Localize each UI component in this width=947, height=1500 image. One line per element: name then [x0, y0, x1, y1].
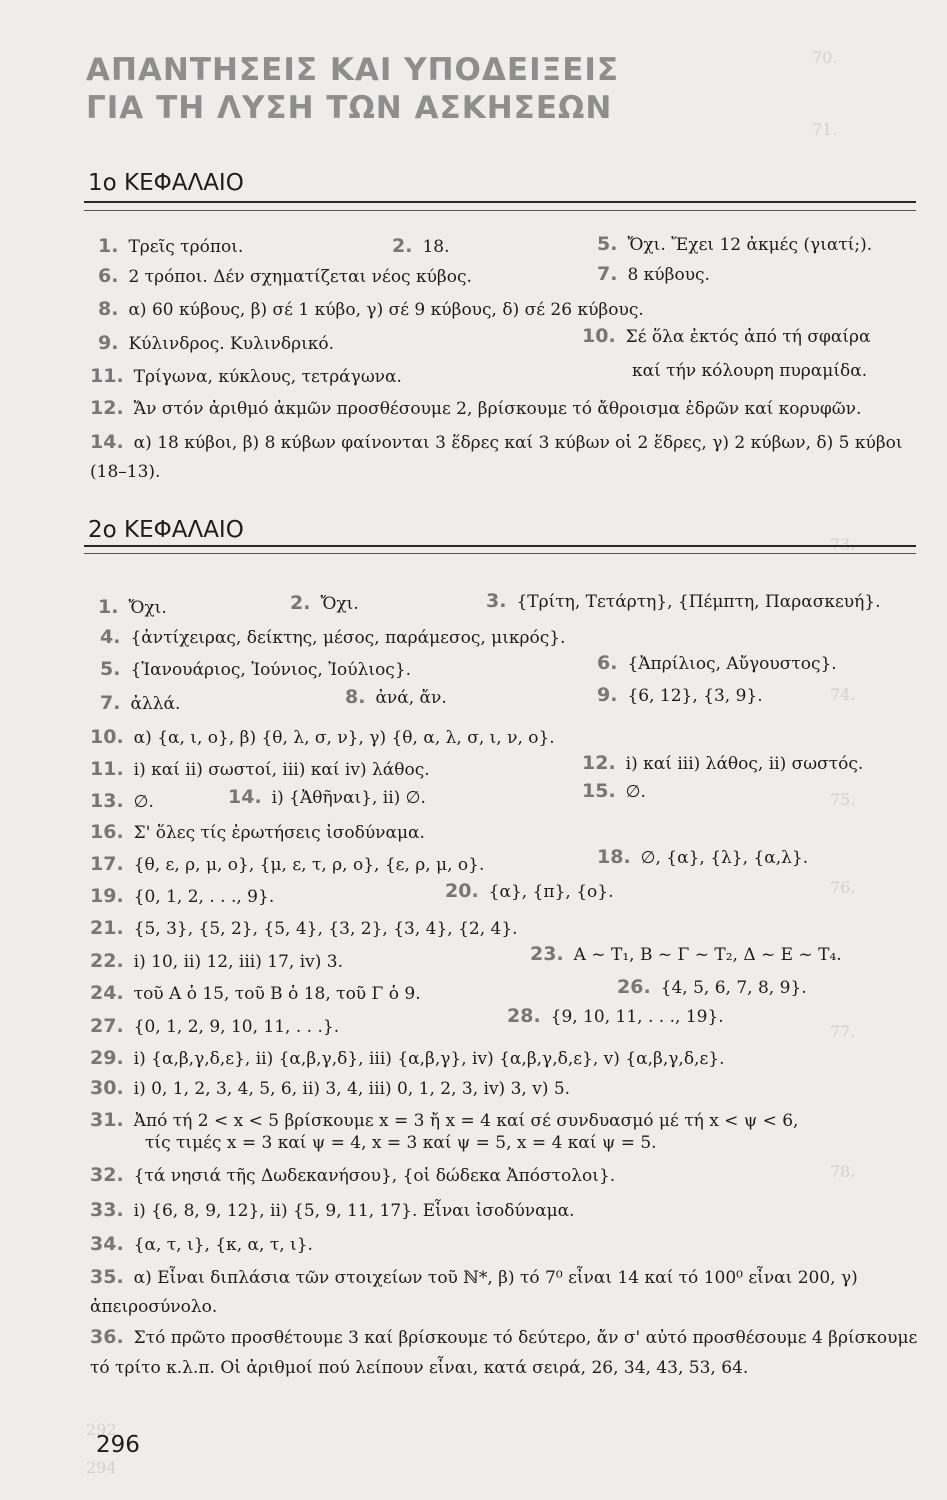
answer-text: {4, 5, 6, 7, 8, 9}. [660, 978, 807, 998]
answer-item [98, 298, 644, 321]
answer-text: Ὄχι. Ἔχει 12 ἀκμές (γιατί;). [627, 235, 873, 255]
answer-item [530, 943, 842, 966]
bleed-through-text: 292 [86, 1420, 117, 1439]
answer-text: καί τήν κόλουρη πυραμίδα. [632, 361, 868, 381]
answer-number: 29. [90, 1047, 124, 1069]
answer-text: i) καί ii) σωστοί, iii) καί iv) λάθος. [133, 760, 430, 780]
chapter2-heading: 2ο ΚΕΦΑΛΑΙΟ [88, 517, 244, 543]
answer-item [90, 1015, 339, 1038]
answer-number: 12. [90, 397, 124, 419]
answer-text: Στό πρῶτο προσθέτουμε 3 καί βρίσκουμε τό δεύτερο, ἄν σ' αὐτό προσθέσουμε 4 βρίσκουμε τό τρίτο κ.λ.π. Οἱ ἀριθμοί πού λείπουν εἶναι, κατά σειρά, 26, 34, 43, 53, 64. [90, 1328, 918, 1378]
answer-text: i) 10, ii) 12, iii) 17, iv) 3. [133, 952, 344, 972]
answer-text: i) {Ἀθῆναι}, ii) ∅. [271, 788, 426, 808]
answer-number: 8. [345, 686, 366, 708]
answer-text: {0, 1, 2, . . ., 9}. [133, 887, 275, 907]
answer-number: 35. [90, 1266, 124, 1288]
answer-item [597, 263, 710, 286]
answer-text: ∅. [625, 782, 646, 802]
answer-text: {θ, ε, ρ, μ, ο}, {μ, ε, τ, ρ, ο}, {ε, ρ, μ, ο}. [133, 855, 485, 875]
chapter1-heading: 1ο ΚΕΦΑΛΑΙΟ [88, 170, 244, 196]
answer-item [507, 1005, 724, 1028]
answer-text: Ὄχι. [128, 598, 167, 618]
answer-number: 11. [90, 758, 124, 780]
answer-number: 7. [100, 692, 121, 714]
answer-number: 24. [90, 982, 124, 1004]
answer-text: Σέ ὅλα ἐκτός ἀπό τή σφαίρα [625, 327, 871, 347]
bleed-through-text: 78. [830, 1162, 856, 1181]
answer-number: 34. [90, 1233, 124, 1255]
answer-text: i) {α,β,γ,δ,ε}, ii) {α,β,γ,δ}, iii) {α,β,γ}, iv) {α,β,γ,δ,ε}, v) {α,β,γ,δ,ε}. [133, 1049, 725, 1069]
answer-number: 11. [90, 365, 124, 387]
answer-number: 17. [90, 853, 124, 875]
answer-number: 1. [98, 235, 119, 257]
answer-text: {α, τ, ι}, {κ, α, τ, ι}. [133, 1235, 313, 1255]
bleed-through-text: 70. [812, 48, 838, 67]
answer-item [90, 1199, 575, 1222]
answer-text: ἀνά, ἄν. [375, 688, 447, 708]
answer-number: 9. [98, 332, 119, 354]
answer-number: 14. [228, 786, 262, 808]
answer-item [90, 917, 518, 940]
answer-item [582, 752, 863, 775]
answer-text: {Τρίτη, Τετάρτη}, {Πέμπτη, Παρασκευή}. [516, 592, 881, 612]
answer-item [90, 1263, 930, 1322]
answer-text: i) {6, 8, 9, 12}, ii) {5, 9, 11, 17}. Εἶναι ἰσοδύναμα. [133, 1201, 575, 1221]
answer-number: 10. [90, 726, 124, 748]
answer-number: 26. [617, 976, 651, 998]
answer-number: 16. [90, 821, 124, 843]
answer-text: {5, 3}, {5, 2}, {5, 4}, {3, 2}, {3, 4}, {2, 4}. [133, 919, 518, 939]
answer-continuation [632, 360, 867, 382]
answer-text: i) καί iii) λάθος, ii) σωστός. [625, 754, 864, 774]
answer-number: 20. [445, 880, 479, 902]
answer-text: τίς τιμές x = 3 καί ψ = 4, x = 3 καί ψ = 5, x = 4 καί ψ = 5. [145, 1133, 657, 1153]
answer-number: 30. [90, 1077, 124, 1099]
answer-number: 6. [98, 265, 119, 287]
chapter1-rule [84, 210, 916, 211]
answer-item [90, 428, 925, 487]
answer-number: 8. [98, 298, 119, 320]
answer-text: {τά νησιά τῆς Δωδεκανήσου}, {οἱ δώδεκα Ἀπόστολοι}. [133, 1166, 616, 1186]
chapter2-rule [84, 545, 916, 547]
page-title-line1: ΑΠΑΝΤΗΣΕΙΣ ΚΑΙ ΥΠΟΔΕΙΞΕΙΣ [86, 52, 620, 88]
answer-item [445, 880, 613, 903]
answer-number: 4. [100, 626, 121, 648]
answer-continuation [145, 1132, 657, 1154]
answer-text: Τρίγωνα, κύκλους, τετράγωνα. [133, 367, 402, 387]
bleed-through-text: 71. [812, 120, 838, 139]
answer-text: 2 τρόποι. Δέν σχηματίζεται νέος κύβος. [128, 267, 472, 287]
answer-text: ∅. [133, 792, 154, 812]
answer-number: 2. [290, 592, 311, 614]
bleed-through-text: 73. [830, 535, 856, 554]
answer-item [98, 235, 243, 258]
bleed-through-text: 75. [830, 790, 856, 809]
answer-text: α) {α, ι, ο}, β) {θ, λ, σ, ν}, γ) {θ, α, λ, σ, ι, ν, ο}. [133, 728, 555, 748]
answer-number: 18. [597, 846, 631, 868]
answer-item [597, 846, 808, 869]
answer-item [617, 976, 807, 999]
answer-number: 10. [582, 325, 616, 347]
answer-item [98, 265, 472, 288]
answer-item [90, 1233, 313, 1256]
answer-text: 8 κύβους. [627, 265, 710, 285]
chapter2-rule [84, 553, 916, 554]
answer-number: 1. [98, 596, 119, 618]
answer-number: 36. [90, 1326, 124, 1348]
answer-number: 15. [582, 780, 616, 802]
answer-text: {Ἰανουάριος, Ἰούνιος, Ἰούλιος}. [130, 660, 412, 680]
answer-item [90, 885, 274, 908]
answer-text: Ἀπό τή 2 < x < 5 βρίσκουμε x = 3 ἤ x = 4 καί σέ συνδυασμό μέ τή x < ψ < 6, [133, 1111, 799, 1131]
answer-item [90, 950, 343, 973]
answer-text: Ὄχι. [320, 594, 359, 614]
bleed-through-text: 76. [830, 878, 856, 897]
answer-item [100, 658, 411, 681]
chapter1-rule [84, 201, 916, 203]
answer-item [90, 982, 421, 1005]
answer-item [228, 786, 426, 809]
answer-item [90, 1077, 570, 1100]
answer-item [90, 1322, 932, 1383]
answer-item [98, 332, 334, 355]
answer-item [98, 596, 167, 619]
answer-item [582, 780, 646, 803]
page-title-line2: ΓΙΑ ΤΗ ΛΥΣΗ ΤΩΝ ΑΣΚΗΣΕΩΝ [86, 90, 613, 126]
page-number: 296 [96, 1432, 140, 1458]
bleed-through-text: 77. [830, 1022, 856, 1041]
answer-number: 27. [90, 1015, 124, 1037]
answer-item [90, 726, 555, 749]
answer-text: i) 0, 1, 2, 3, 4, 5, 6, ii) 3, 4, iii) 0, 1, 2, 3, iv) 3, v) 5. [133, 1079, 571, 1099]
answer-text: {Ἀπρίλιος, Αὔγουστος}. [627, 654, 837, 674]
answer-item [90, 821, 425, 844]
answer-item [345, 686, 447, 709]
answer-number: 2. [392, 235, 413, 257]
answer-number: 33. [90, 1199, 124, 1221]
answer-number: 19. [90, 885, 124, 907]
answer-number: 31. [90, 1109, 124, 1131]
answer-text: Α ~ Τ₁, Β ~ Γ ~ Τ₂, Δ ~ Ε ~ Τ₄. [573, 945, 842, 965]
answer-item [90, 758, 430, 781]
answer-number: 3. [486, 590, 507, 612]
answer-text: {ἀντίχειρας, δείκτης, μέσος, παράμεσος, μικρός}. [130, 628, 566, 648]
answer-item [582, 325, 871, 348]
answer-item [486, 590, 881, 613]
answer-item [90, 790, 154, 813]
answer-number: 22. [90, 950, 124, 972]
answer-number: 13. [90, 790, 124, 812]
answer-number: 32. [90, 1164, 124, 1186]
answer-item [392, 235, 450, 258]
answer-number: 7. [597, 263, 618, 285]
bleed-through-text: 74. [830, 685, 856, 704]
answer-text: α) Εἶναι διπλάσια τῶν στοιχείων τοῦ ℕ*, β) τό 7⁰ εἶναι 14 καί τό 100⁰ εἶναι 200, γ) ἀπειροσύνολο. [90, 1268, 858, 1317]
answer-item [90, 1047, 724, 1070]
answer-number: 23. [530, 943, 564, 965]
answer-number: 9. [597, 684, 618, 706]
answer-item [290, 592, 359, 615]
answer-text: 18. [422, 237, 450, 257]
answer-text: α) 60 κύβους, β) σέ 1 κύβο, γ) σέ 9 κύβους, δ) σέ 26 κύβους. [128, 300, 644, 320]
answer-number: 12. [582, 752, 616, 774]
answer-text: {α}, {π}, {ο}. [488, 882, 614, 902]
answer-item [90, 365, 402, 388]
answer-item [597, 652, 837, 675]
answer-text: {0, 1, 2, 9, 10, 11, . . .}. [133, 1017, 340, 1037]
bleed-through-text: 294 [86, 1458, 117, 1477]
answer-text: ἀλλά. [130, 694, 181, 714]
answer-text: Τρεῖς τρόποι. [128, 237, 244, 257]
answer-item [597, 684, 763, 707]
answer-number: 28. [507, 1005, 541, 1027]
answer-item [90, 397, 861, 420]
answer-text: Ἄν στόν ἀριθμό ἀκμῶν προσθέσουμε 2, βρίσκουμε τό ἄθροισμα ἑδρῶν καί κορυφῶν. [133, 399, 862, 419]
answer-number: 5. [597, 233, 618, 255]
answer-text: Σ' ὅλες τίς ἐρωτήσεις ἰσοδύναμα. [133, 823, 425, 843]
answer-item [100, 692, 180, 715]
answer-text: {9, 10, 11, . . ., 19}. [550, 1007, 724, 1027]
answer-number: 21. [90, 917, 124, 939]
answer-text: τοῦ Α ὁ 15, τοῦ Β ὁ 18, τοῦ Γ ὁ 9. [133, 984, 421, 1004]
answer-item [100, 626, 565, 649]
answer-text: {6, 12}, {3, 9}. [627, 686, 763, 706]
answer-number: 5. [100, 658, 121, 680]
answer-item [90, 1164, 615, 1187]
answer-item [90, 853, 484, 876]
answer-number: 6. [597, 652, 618, 674]
answer-text: ∅, {α}, {λ}, {α,λ}. [640, 848, 809, 868]
answer-item [597, 233, 872, 256]
answer-text: α) 18 κύβοι, β) 8 κύβων φαίνονται 3 ἕδρες καί 3 κύβων οἱ 2 ἕδρες, γ) 2 κύβων, δ) 5 κύβοι (18–13). [90, 433, 903, 482]
answer-item [90, 1109, 798, 1132]
answer-text: Κύλινδρος. Κυλινδρικό. [128, 334, 335, 354]
answer-number: 14. [90, 431, 124, 453]
